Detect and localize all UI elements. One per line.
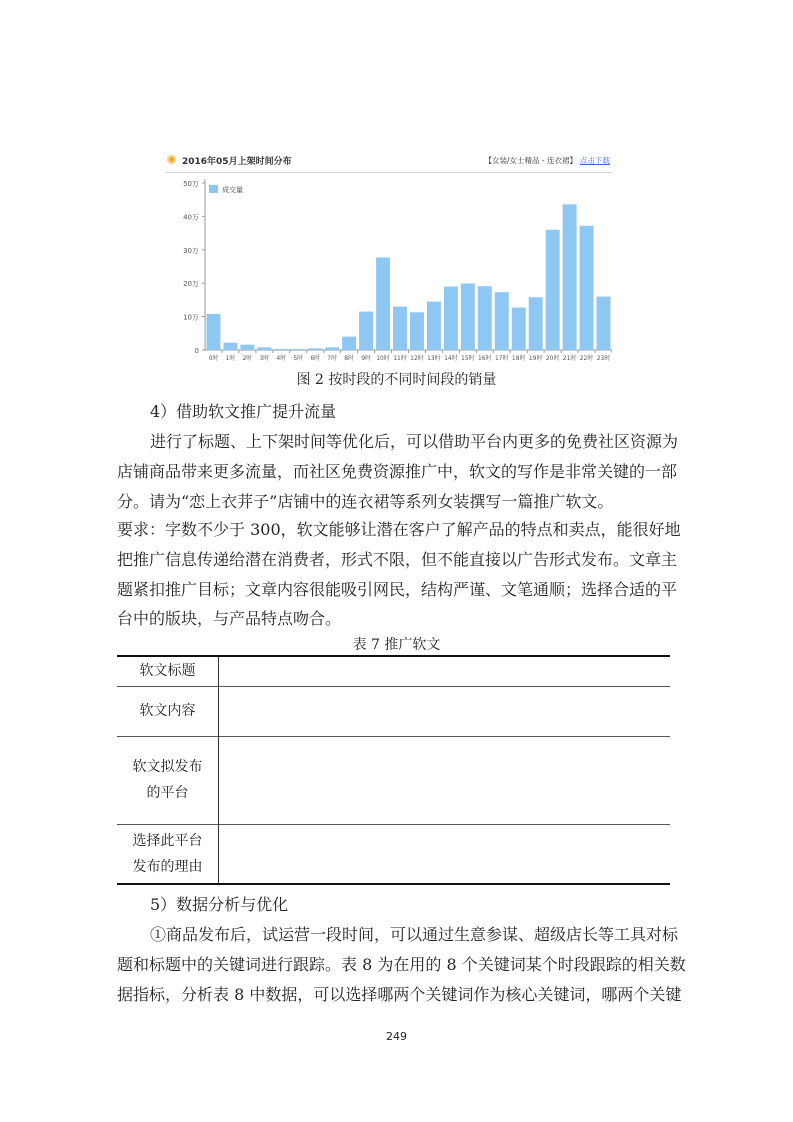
bar-10时 <box>376 257 390 350</box>
x-tick-label: 7时 <box>327 355 338 362</box>
x-tick-label: 6时 <box>310 355 321 362</box>
requirement-line: 台中的版块，与产品特点吻合。 <box>117 609 342 628</box>
paragraph-line: 分。请为“恋上衣茾子”店铺中的连衣裙等系列女装撰写一篇推广软文。 <box>117 492 614 511</box>
x-tick-label: 14时 <box>444 355 458 362</box>
figure-caption: 图 2 按时段的不同时间段的销量 <box>296 372 497 388</box>
x-tick-label: 17时 <box>494 355 509 362</box>
row-label: 软文拟发布 的平台 <box>117 736 219 824</box>
paragraph-line: 据指标，分析表 8 中数据，可以选择哪两个关键词作为核心关键词，哪两个关键 <box>117 985 682 1004</box>
x-tick-label: 20时 <box>545 355 560 362</box>
bar-9时 <box>359 312 373 350</box>
x-tick-label: 3时 <box>259 355 270 362</box>
bar-12时 <box>410 312 424 350</box>
requirement-line: 题紧扣推广目标；文章内容很能吸引网民，结构严谨、文笔通顺；选择合适的平 <box>117 580 678 599</box>
bar-23时 <box>597 297 611 350</box>
bar-7时 <box>325 347 339 350</box>
requirement-line: 要求：字数不少于 300，软文能够让潜在客户了解产品的特点和卖点，能很好地 <box>117 520 681 539</box>
article-title-cell[interactable] <box>219 656 671 686</box>
y-tick-label: 0 <box>194 347 199 355</box>
bar-13时 <box>427 302 441 350</box>
x-tick-label: 19时 <box>528 355 543 362</box>
bar-17时 <box>495 292 509 350</box>
y-tick-label: 10万 <box>183 313 199 322</box>
row-label: 选择此平台 发布的理由 <box>117 824 219 884</box>
bar-22时 <box>580 226 594 350</box>
bar-15时 <box>461 284 475 350</box>
x-tick-label: 2时 <box>242 355 253 362</box>
paragraph-line: 进行了标题、上下架时间等优化后，可以借助平台内更多的免费社区资源为 <box>150 432 679 451</box>
table-caption: 表 7 推广软文 <box>352 637 441 653</box>
table-row <box>117 736 670 824</box>
page-number: 249 <box>386 1030 407 1043</box>
chart-header <box>166 150 612 173</box>
bar-18时 <box>512 308 526 350</box>
x-tick-label: 18时 <box>511 355 526 362</box>
x-tick-label: 0时 <box>208 355 219 362</box>
y-tick-label: 40万 <box>183 213 199 222</box>
paragraph-line: 店铺商品带来更多流量，而社区免费资源推广中，软文的写作是非常关键的一部 <box>117 462 678 481</box>
download-link[interactable]: 点击下载 <box>580 156 610 165</box>
article-content-cell[interactable] <box>219 686 671 736</box>
x-tick-label: 4时 <box>276 355 287 362</box>
x-tick-label: 12时 <box>410 355 424 362</box>
row-label: 软文标题 <box>117 656 219 686</box>
y-tick-label: 30万 <box>183 246 199 255</box>
table-row <box>117 824 670 884</box>
bar-8时 <box>342 337 356 350</box>
bar-21时 <box>563 204 577 350</box>
bar-11时 <box>393 307 407 350</box>
requirement-line: 把推广信息传递给潜在消费者，形式不限，但不能直接以广告形式发布。文章主 <box>117 550 678 569</box>
category-label: 【女装/女士精品 - 连衣裙】 <box>484 156 577 165</box>
bullet-circle-icon <box>167 155 176 164</box>
x-tick-label: 10时 <box>376 355 390 362</box>
x-tick-label: 16时 <box>477 355 492 362</box>
row-label: 软文内容 <box>117 686 219 736</box>
paragraph-line: 题和标题中的关键词进行跟踪。表 8 为在用的 8 个关键词某个时段跟踪的相关数 <box>117 955 686 974</box>
legend-swatch <box>209 185 218 193</box>
x-tick-label: 1时 <box>225 355 236 362</box>
table-row <box>117 656 670 686</box>
x-tick-label: 21时 <box>562 355 577 362</box>
bar-3时 <box>257 347 271 350</box>
bar-4时 <box>274 349 288 350</box>
bar-6时 <box>308 348 322 350</box>
section-4-heading: 4）借助软文推广提升流量 <box>150 402 337 421</box>
x-tick-label: 5时 <box>293 355 304 362</box>
y-tick-label: 50万 <box>183 180 199 188</box>
bar-16时 <box>478 286 492 350</box>
promotion-article-table <box>117 655 670 885</box>
x-tick-label: 8时 <box>344 355 355 362</box>
bar-20时 <box>546 230 560 350</box>
x-tick-label: 13时 <box>427 355 441 362</box>
bar-0时 <box>207 314 221 350</box>
bar-1时 <box>223 343 237 350</box>
publish-platform-cell[interactable] <box>219 736 671 824</box>
platform-reason-cell[interactable] <box>219 824 671 884</box>
section-5-heading: 5）数据分析与优化 <box>150 895 289 914</box>
y-tick-label: 20万 <box>183 280 199 289</box>
bar-19时 <box>529 297 543 350</box>
bar-14时 <box>444 287 458 350</box>
x-tick-label: 9时 <box>361 355 372 362</box>
bar-2时 <box>240 345 254 350</box>
x-tick-label: 15时 <box>461 355 475 362</box>
x-tick-label: 23时 <box>596 355 611 362</box>
paragraph-line: ①商品发布后，试运营一段时间，可以通过生意参谋、超级店长等工具对标 <box>150 925 679 944</box>
x-tick-label: 22时 <box>579 355 594 362</box>
bar-5时 <box>291 349 305 350</box>
chart-category-info <box>484 155 610 166</box>
x-tick-label: 11时 <box>393 355 407 362</box>
table-row <box>117 686 670 736</box>
sales-time-distribution-chart <box>166 150 612 368</box>
chart-title: 2016年05月上架时间分布 <box>182 157 292 167</box>
legend-label: 成交量 <box>222 186 243 194</box>
bar-chart-plot <box>166 172 612 368</box>
